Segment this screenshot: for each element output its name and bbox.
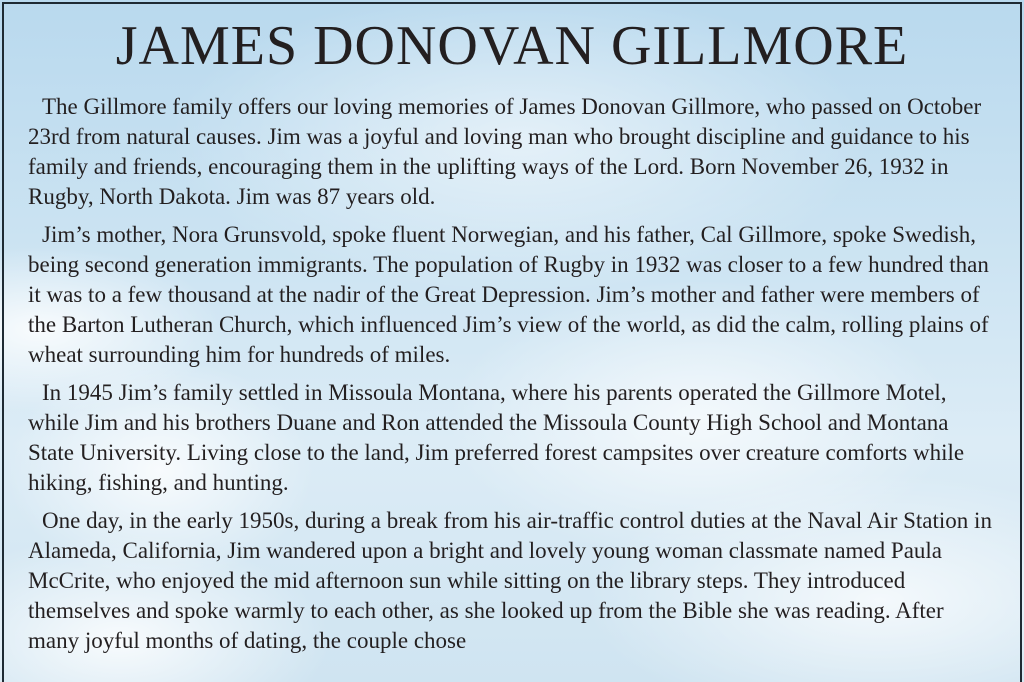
paragraph-intro: The Gillmore family offers our loving memories of James Donovan Gillmore, who passed on October 23rd from natural causes. Jim was a joyful and loving man who brought discipline and guidance to his family and friends, encouraging them in the uplifting ways of the Lord. Born November 26, 1932 in Rugby, North Dakota. Jim was 87 years old. [28,94,982,209]
paragraph-missoula: In 1945 Jim’s family settled in Missoula Montana, where his parents operated the Gillmore Motel, while Jim and his brothers Duane and Ron attended the Missoula County High School and Montana State University. Living close to the land, Jim preferred forest campsites over creature comforts while hiking, fishing, and hunting. [28,380,965,495]
obituary-body [28,92,996,664]
obituary-title: JAMES DONOVAN GILLMORE [115,15,909,77]
paragraph-parents: Jim’s mother, Nora Grunsvold, spoke fluent Norwegian, and his father, Cal Gillmore, spoke Swedish, being second generation immigrants. The population of Rugby in 1932 was closer to a few hundred than it was to a few thousand at the nadir of the Great Depression. Jim’s mother and father were members of the Barton Lutheran Church, which influenced Jim’s view of the world, as did the calm, rolling plains of wheat surrounding him for hundreds of miles. [28,222,989,367]
paragraph-meeting-paula: One day, in the early 1950s, during a break from his air-traffic control duties at the Naval Air Station in Alameda, California, Jim wandered upon a bright and lovely young woman classmate named Paula McCrite, who enjoyed the mid afternoon sun while sitting on the library steps. They introduced themselves and spoke warmly to each other, as she looked up from the Bible she was reading. After many joyful months of dating, the couple chose [28,508,992,653]
